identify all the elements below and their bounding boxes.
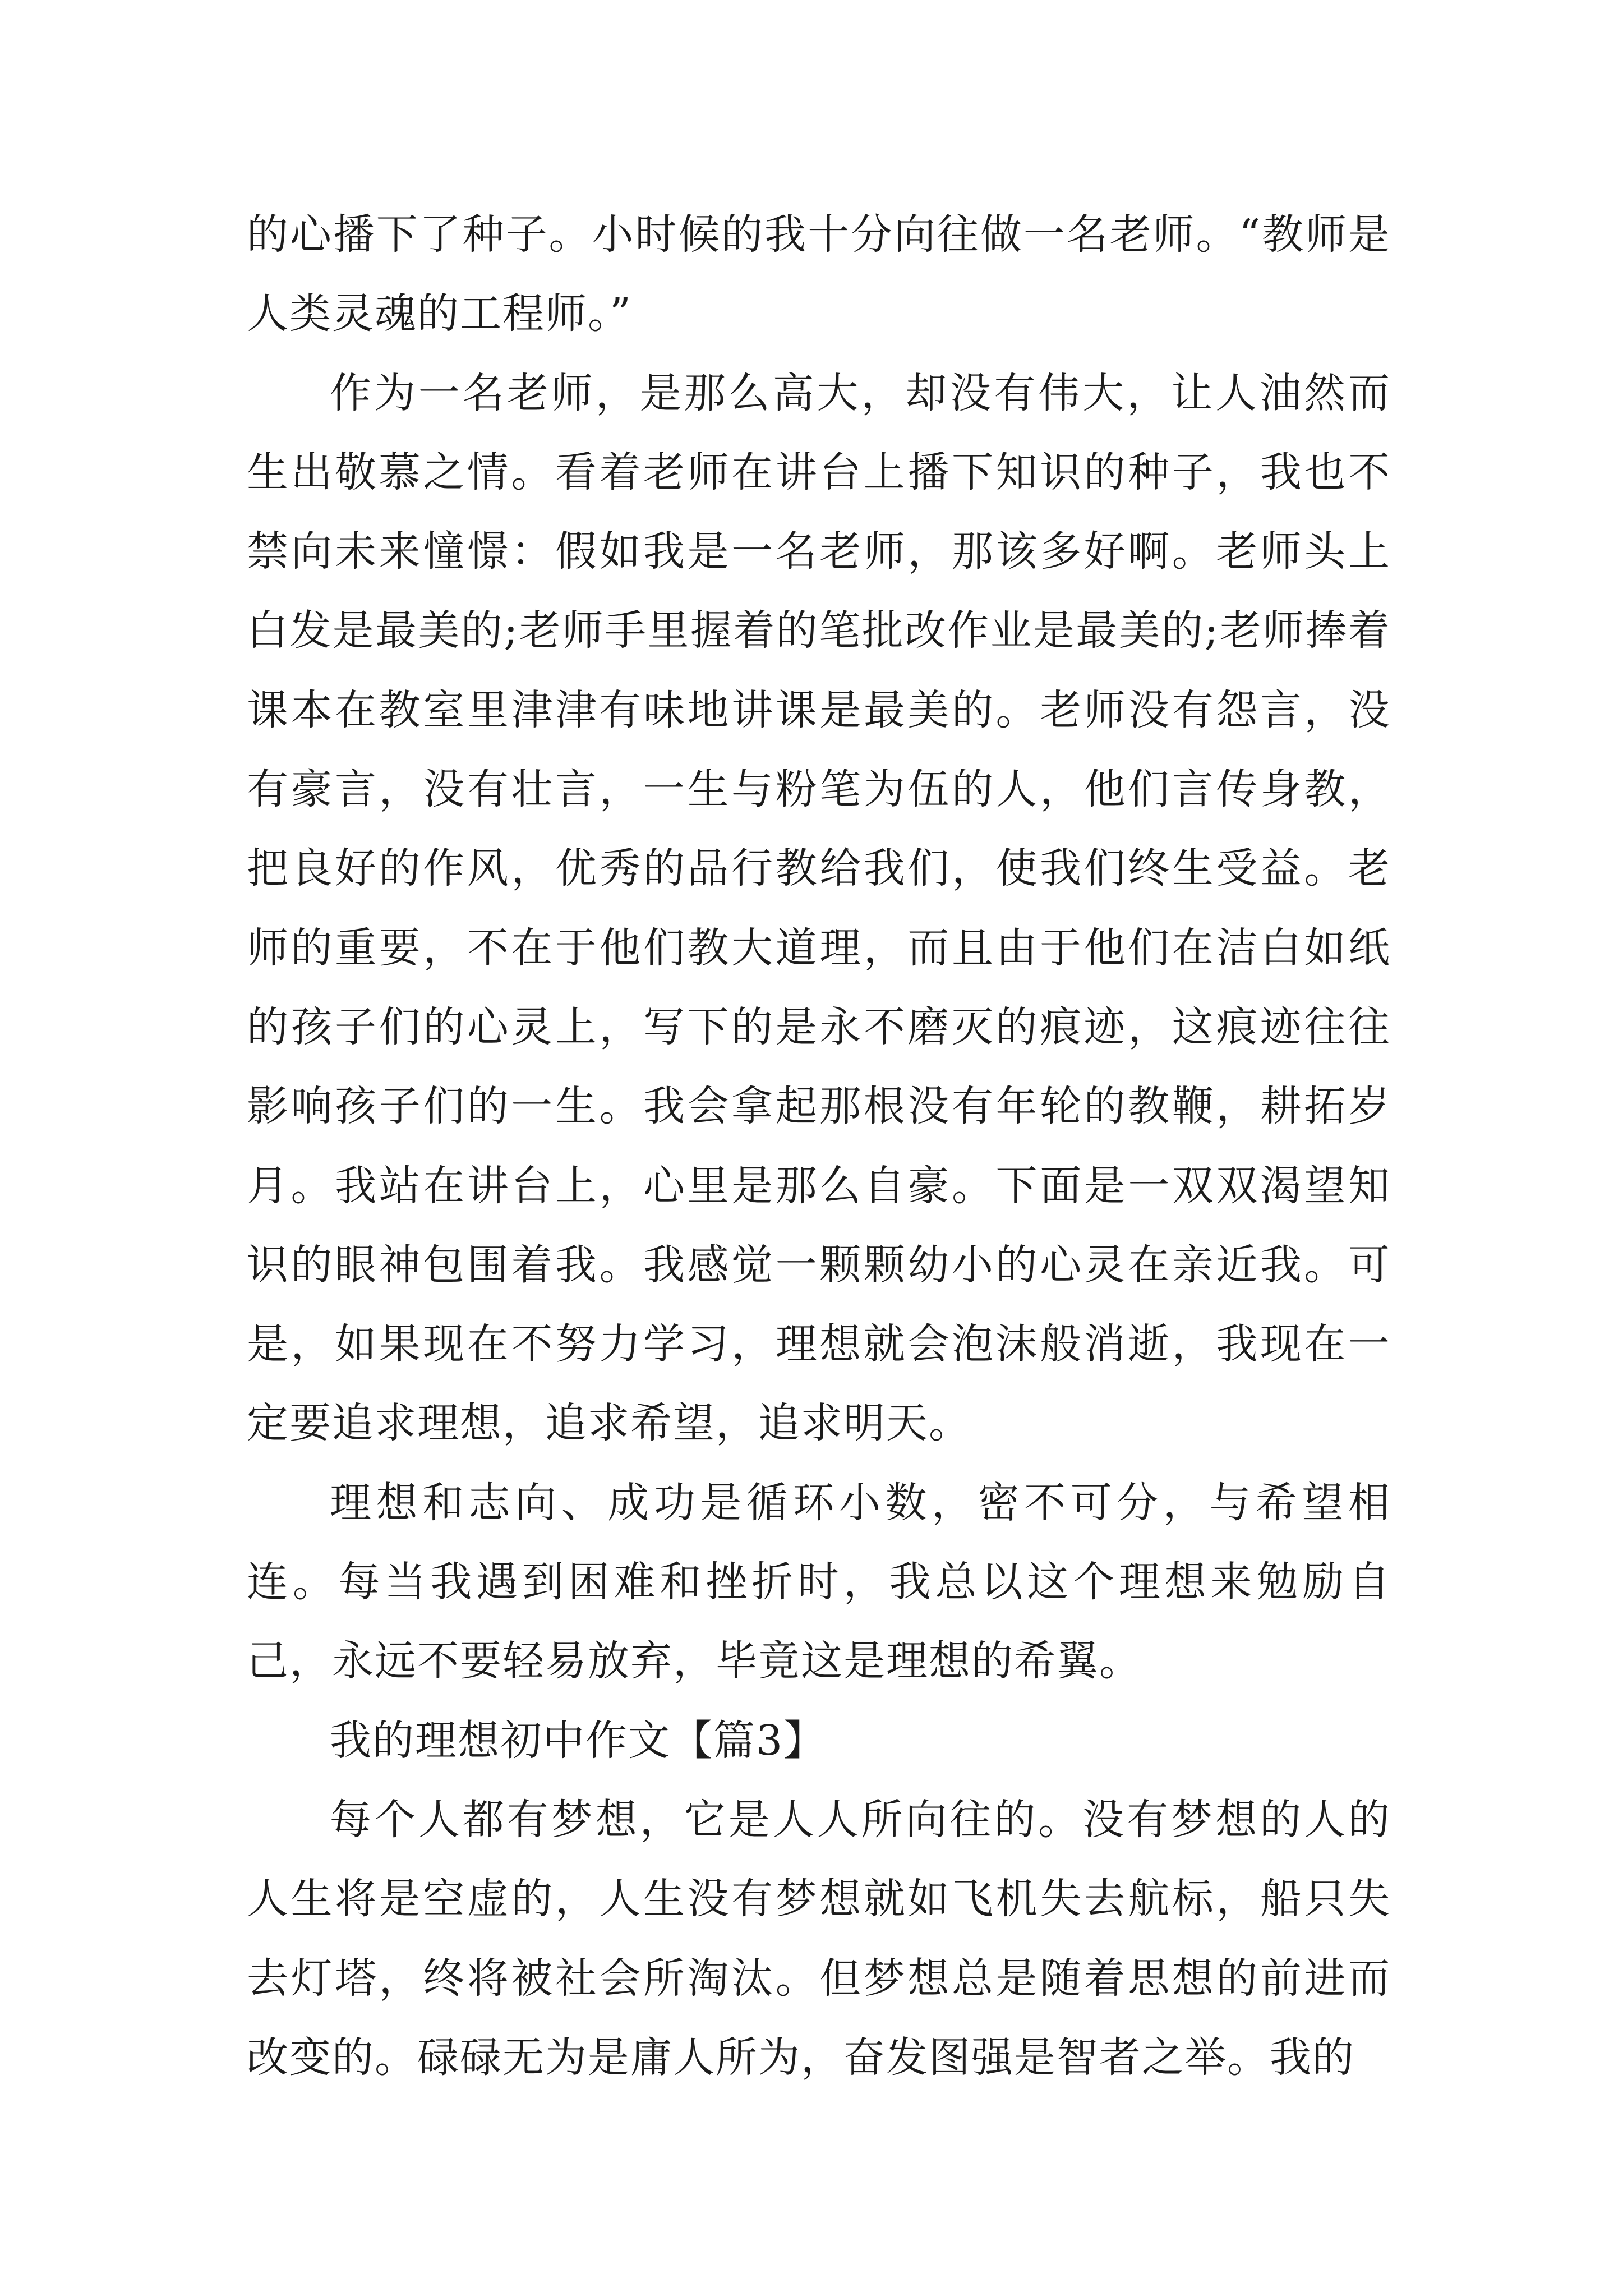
section-heading: 我的理想初中作文【篇3】 bbox=[330, 1716, 827, 1765]
document-body bbox=[247, 195, 1391, 2097]
paragraph-everyone-has-dream: 每个人都有梦想，它是人人所向往的。没有梦想的人的人生将是空虚的，人生没有梦想就如飞机失去航标，船只失去灯塔，终将被社会所淘汰。但梦想总是随着思想的前进而改变的。碌碌无为是庸人所为，奋发图强是智者之举。我的 bbox=[247, 1795, 1391, 2082]
continuation-paragraph: 的心播下了种子。小时候的我十分向往做一名老师。“教师是人类灵魂的工程师。” bbox=[247, 210, 1391, 338]
paragraph-ideal-and-aspiration: 理想和志向、成功是循环小数，密不可分，与希望相连。每当我遇到困难和挫折时，我总以这个理想来勉励自己，永远不要轻易放弃，毕竟这是理想的希翼。 bbox=[247, 1478, 1391, 1686]
paragraph-teacher-ideal: 作为一名老师，是那么高大，却没有伟大，让人油然而生出敬慕之情。看着老师在讲台上播下知识的种子，我也不禁向未来憧憬：假如我是一名老师，那该多好啊。老师头上白发是最美的;老师手里握着的笔批改作业是最美的;老师捧着课本在教室里津津有味地讲课是最美的。老师没有怨言，没有豪言，没有壮言，一生与粉笔为伍的人，他们言传身教，把良好的作风，优秀的品行教给我们，使我们终生受益。老师的重要，不在于他们教大道理，而且由于他们在洁白如纸的孩子们的心灵上，写下的是永不磨灭的痕迹，这痕迹往往影响孩子们的一生。我会拿起那根没有年轮的教鞭，耕拓岁月。我站在讲台上，心里是那么自豪。下面是一双双渴望知识的眼神包围着我。我感觉一颗颗幼小的心灵在亲近我。可是，如果现在不努力学习，理想就会泡沫般消逝，我现在一定要追求理想，追求希望，追求明天。 bbox=[247, 369, 1391, 1448]
